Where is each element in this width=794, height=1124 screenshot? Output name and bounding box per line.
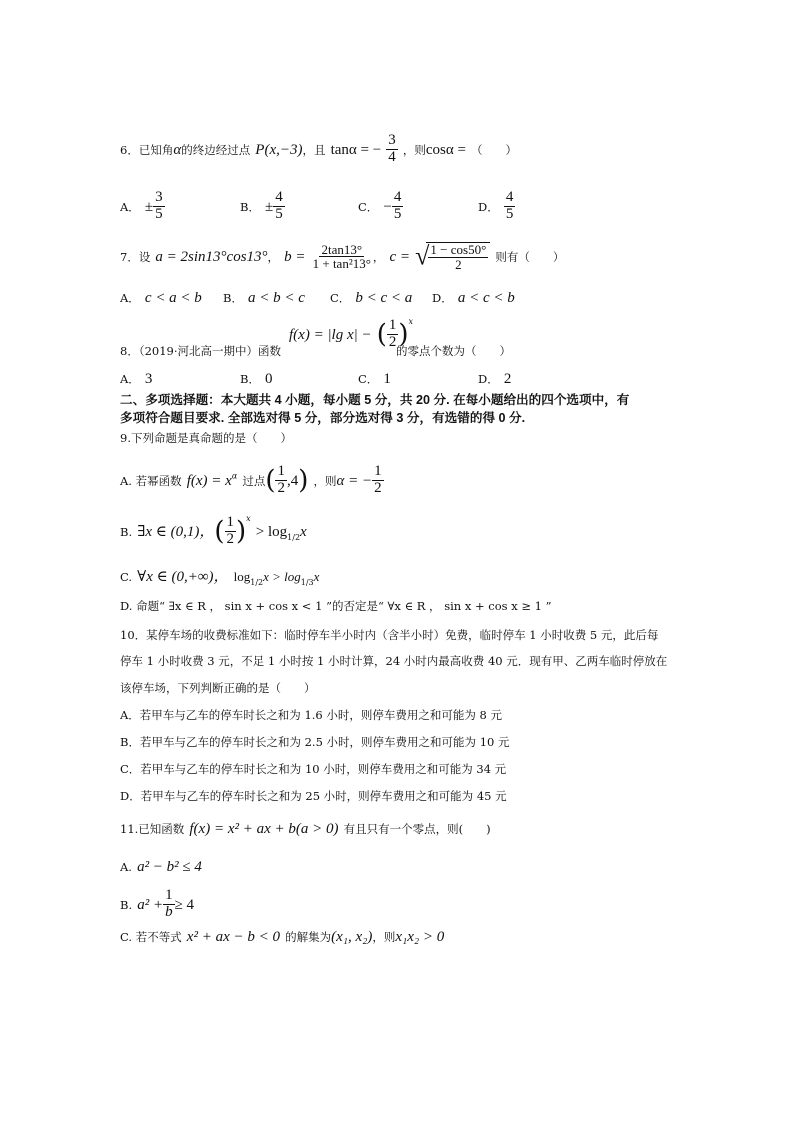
q11-option-b[interactable] (120, 888, 194, 921)
q11-stem-func: f(x) = x² + ax + b(a > 0) (189, 821, 339, 837)
q6-option-a-label: A． (120, 199, 140, 214)
q8-option-c-value: 1 (383, 371, 391, 387)
q6-alpha: α (173, 141, 182, 158)
q8-option-b-label: B． (240, 372, 260, 386)
q8-option-a-label: A． (120, 372, 140, 386)
q6-cond-pre: ，且 (302, 142, 326, 157)
q6-option-a-num: 3 (155, 189, 163, 205)
q6-stem (120, 133, 517, 166)
q9-option-b-paren-open: ( (214, 516, 225, 547)
q9-option-b-pre: B. (120, 524, 133, 539)
q7-c-num: 1 − cos50° (430, 242, 487, 257)
q8-option-b-value: 0 (265, 371, 273, 387)
q6-option-b-sign: ± (265, 198, 274, 215)
q7-option-a-expr: c < a < b (144, 290, 202, 306)
q9-option-a-paren-close: ) (298, 465, 309, 496)
q7-b-den: 1 + tan²13° (312, 256, 371, 272)
q7-c-frac (428, 243, 488, 271)
q7-option-b-label: B． (223, 291, 243, 305)
q11-option-b-num: 1 (165, 887, 173, 903)
q9-option-a-res-frac (372, 464, 384, 497)
q11-option-b-den: b (165, 903, 173, 920)
q11-option-b-frac (163, 888, 175, 921)
q11-stem-tail: 有且只有一个零点，则( ) (343, 822, 491, 836)
q8-paren-open: ( (376, 319, 387, 350)
q10-option-d[interactable]: D．若甲车与乙车的停车时长之和为 25 小时，则停车费用之和可能为 45 元 (120, 789, 507, 803)
q9-option-c-log1: log (233, 569, 251, 584)
q6-point: P(x,−3) (255, 141, 303, 158)
q11-option-a[interactable] (120, 858, 202, 875)
q11-option-c-set: (x₁, x₂) (331, 929, 373, 945)
q6-frac-den: 4 (388, 148, 396, 165)
q8-option-d-value: 2 (503, 371, 512, 387)
q9-option-b-frac (225, 515, 237, 548)
q7-option-b[interactable] (223, 289, 305, 306)
q10-line-3: 该停车场，下列判断正确的是（ ） (120, 681, 316, 695)
q6-fraction (386, 133, 398, 166)
q8-tail: 的零点个数为（ ） (396, 344, 511, 358)
q10-option-c[interactable]: C．若甲车与乙车的停车时长之和为 10 小时，则停车费用之和可能为 34 元 (120, 762, 507, 776)
q11-option-a-expr: a² − b² ≤ 4 (137, 859, 202, 875)
q6-blank: （ ） (471, 142, 518, 157)
q6-frac-num: 3 (388, 132, 396, 148)
q10-line-2: 停车 1 小时收费 3 元，不足 1 小时按 1 小时计算，24 小时内最高收费 40 元．现有甲、乙两车临时停放在 (120, 654, 668, 668)
q6-option-d-frac (504, 190, 516, 223)
q7-sep1: ， (267, 250, 280, 265)
q8-power: x (408, 317, 414, 326)
q6-option-b[interactable] (240, 190, 285, 223)
q9-option-b-num: 1 (226, 514, 234, 530)
q9-option-c-base1: 1/2 (250, 578, 264, 588)
q9-stem: 9.下列命题是真命题的是（ ） (120, 431, 292, 445)
q9-option-a-ask: ，则 (313, 473, 337, 488)
q11-option-b-tail: ≥ 4 (174, 896, 195, 913)
q9-option-b-pow: x (246, 514, 251, 523)
q9-option-a-res-den: 2 (374, 479, 382, 496)
q7-option-c-expr: b < c < a (355, 290, 413, 306)
q7-sqrt-sign: √ (415, 241, 430, 271)
q7-b-num: 2tan13° (321, 241, 363, 257)
q9-option-a-pt-den: 2 (277, 479, 285, 496)
q9-option-a-pow: α (231, 471, 238, 481)
q6-option-c-num: 4 (393, 189, 402, 205)
q8-option-c[interactable] (358, 370, 391, 387)
q9-option-d[interactable]: D. 命题“ ∃x ∈ R ， sin x + cos x < 1 ”的否定是“ ∀x ∈ R ， sin x + cos x ≥ 1 ” (120, 599, 552, 613)
q8-option-a[interactable] (120, 370, 152, 387)
q6-ask-pre: ，则 (402, 142, 426, 157)
q7-option-d-expr: a < c < b (457, 290, 515, 306)
q9-option-a-res: α = − (336, 472, 373, 489)
q6-stem-pre: 6．已知角 (120, 142, 174, 157)
q9-option-c-base2: 1/3 (300, 578, 314, 588)
q6-option-d-label: D． (478, 199, 499, 214)
q9-option-b-var: x (300, 523, 307, 540)
q6-option-d[interactable] (478, 190, 515, 223)
q8-option-c-label: C． (358, 372, 379, 386)
q8-paren-close: ) (398, 319, 409, 350)
q11-stem-pre: 11.已知函数 (120, 822, 185, 836)
q9-option-a-pre: A. 若幂函数 (120, 473, 182, 488)
q9-option-b-den: 2 (226, 530, 234, 547)
q8-option-d-label: D． (478, 372, 499, 386)
q9-option-a-pt-tail: ,4 (286, 472, 299, 489)
q6-option-d-num: 4 (505, 189, 514, 205)
q9-option-c-mid: x > log (263, 569, 301, 584)
q7-a-expr: a = 2sin13°cos13° (155, 249, 268, 266)
q11-option-c-mid: 的解集为 (285, 930, 332, 944)
q8-stem-pre: 8．（2019·河北高一期中）函数 (120, 344, 281, 358)
q9-option-a[interactable] (120, 464, 384, 497)
q10-option-a[interactable]: A．若甲车与乙车的停车时长之和为 1.6 小时，则停车费用之和可能为 8 元 (120, 708, 503, 722)
q7-option-d[interactable] (432, 289, 515, 306)
q7-option-c[interactable] (330, 289, 412, 306)
q6-option-c-label: C． (358, 199, 379, 214)
q8-frac-den: 2 (388, 333, 397, 350)
q7-c-den: 2 (455, 256, 462, 272)
q8-func: f(x) = |lg x| − (289, 326, 372, 343)
q7-option-c-label: C． (330, 291, 351, 305)
q6-option-b-label: B． (240, 199, 260, 214)
q8-option-b[interactable] (240, 370, 273, 387)
q7-b-frac (311, 243, 373, 271)
q6-option-a-den: 5 (155, 205, 163, 222)
q11-option-c-pre: C. 若不等式 (120, 930, 182, 944)
q11-option-b-pre: a² + (137, 896, 164, 913)
q11-option-c-res: x₁x₂ > 0 (395, 929, 445, 945)
q6-ask-expr: cosα = (425, 141, 466, 158)
q11-option-c[interactable] (120, 928, 444, 945)
q10-line-1: 10．某停车场的收费标准如下：临时停车半小时内（含半小时）免费，临时停车 1 小时收费 5 元，此后每 (120, 628, 659, 642)
q6-option-b-num: 4 (275, 189, 283, 205)
q6-option-c-sign: − (383, 198, 392, 215)
q9-option-a-func: f(x) = x (186, 472, 232, 489)
q7-option-a-label: A． (120, 291, 140, 305)
q7-stem (120, 242, 564, 271)
q9-option-b[interactable] (120, 515, 307, 548)
q9-option-a-pt-num: 1 (277, 463, 285, 479)
section-2-line-1: 二、多项选择题：本大题共 4 小题，每小题 5 分，共 20 分. 在每小题给出的四个选项中，有 (120, 393, 630, 407)
q8-frac-num: 1 (388, 317, 397, 333)
q11-option-c-ask: ，则 (372, 930, 396, 944)
q9-option-c-var: x (313, 569, 320, 584)
q6-option-a-sign: ± (144, 198, 154, 215)
q11-option-c-ineq: x² + ax − b < 0 (186, 929, 280, 945)
q9-option-a-mid: 过点 (242, 473, 266, 488)
q6-option-c[interactable] (358, 190, 403, 223)
q9-option-a-pt-frac (275, 464, 287, 497)
q7-tail: 则有（ ） (495, 250, 565, 265)
q9-option-c[interactable] (120, 568, 319, 587)
q6-option-c-den: 5 (393, 205, 402, 222)
q9-option-b-base: 1/2 (287, 532, 301, 542)
q9-option-b-paren-close: ) (236, 516, 247, 547)
q7-option-b-expr: a < b < c (248, 290, 305, 306)
q6-option-c-frac (392, 190, 404, 223)
q10-option-b[interactable]: B．若甲车与乙车的停车时长之和为 2.5 小时，则停车费用之和可能为 10 元 (120, 735, 510, 749)
q6-tan-lhs: tanα = − (330, 141, 382, 158)
q9-option-b-rhs: > log (255, 523, 288, 540)
q6-option-a[interactable] (120, 190, 165, 223)
q8-formula (289, 318, 413, 351)
q11-option-a-label: A. (120, 860, 132, 874)
q7-option-d-label: D． (432, 291, 453, 305)
q6-option-a-frac (153, 190, 165, 223)
q6-option-d-den: 5 (505, 205, 514, 222)
q11-option-b-label: B. (120, 897, 133, 912)
q9-option-c-expr: ∀x ∈ (0,+∞)， (137, 569, 229, 585)
q6-stem-mid: 的终边经过点 (181, 142, 251, 157)
q11-stem (120, 820, 491, 837)
q9-option-c-pre: C. (120, 570, 133, 584)
q7-sep2: ， (372, 250, 385, 265)
q8-option-a-value: 3 (144, 371, 153, 387)
q7-option-a[interactable] (120, 289, 202, 306)
q8-option-d[interactable] (478, 370, 511, 387)
q9-option-a-paren-open: ( (265, 465, 276, 496)
q9-option-a-res-num: 1 (374, 463, 382, 479)
q7-b-lhs: b = (284, 249, 306, 266)
q7-stem-pre: 7．设 (120, 250, 151, 265)
q6-option-b-den: 5 (275, 205, 283, 222)
q9-option-b-expr: ∃x ∈ (0,1)， (137, 523, 215, 540)
section-2-line-2: 多项符合题目要求. 全部选对得 5 分，部分选对得 3 分，有选错的得 0 分. (120, 411, 526, 425)
q7-c-sqrt (426, 242, 490, 271)
q7-c-lhs: c = (389, 249, 411, 266)
q6-option-b-frac (273, 190, 285, 223)
